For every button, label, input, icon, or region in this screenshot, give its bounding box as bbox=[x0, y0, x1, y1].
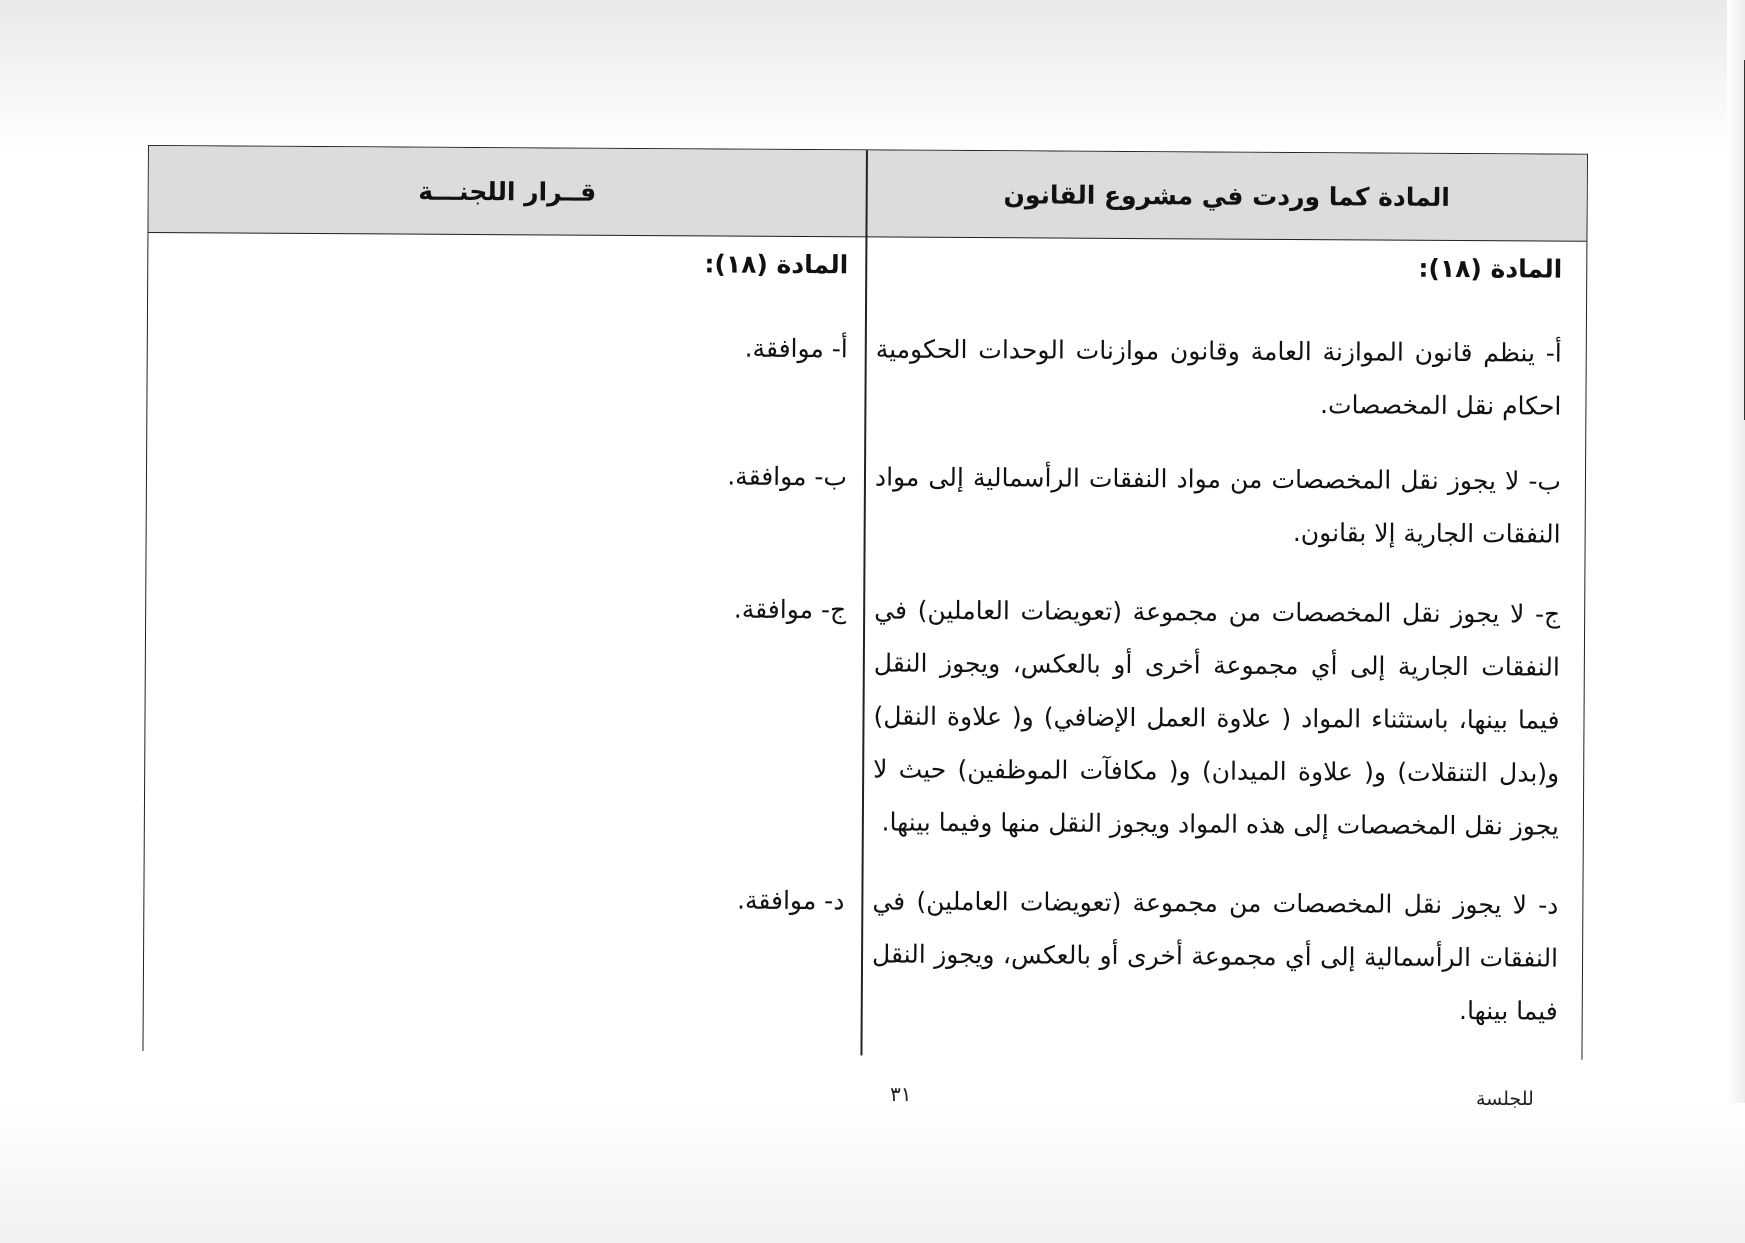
scan-shading-right bbox=[1727, 0, 1745, 1243]
decision-b-text: ب- موافقة. bbox=[727, 461, 848, 492]
decision-article-title: المادة (١٨): bbox=[704, 249, 849, 280]
scan-shading-top bbox=[0, 0, 1745, 150]
clause-c-text: ج- لا يجوز نقل المخصصات من مجموعة (تعويضات العاملين) في النفقات الجارية إلى أي مجموعة أخرى أو بالعكس، ويجوز النقل فيما بينها، باستثناء المواد ( علاوة العمل الإضافي) و( علاوة النقل) و(بدل التنقلات) و( علاوة الميدان) و( مكافآت الموظفين) حيث لا يجوز نقل المخصصات إلى هذه المواد ويجوز النقل منها وفيما بينها. bbox=[873, 595, 1561, 841]
decision-d bbox=[154, 870, 844, 927]
column-divider bbox=[860, 150, 867, 1055]
header-committee-decision: قــرار اللجنـــة bbox=[418, 176, 597, 207]
decision-a bbox=[158, 318, 848, 375]
decision-b bbox=[157, 446, 847, 503]
article-title: المادة (١٨): bbox=[1418, 253, 1563, 284]
page-number: ٣١ bbox=[890, 1082, 912, 1106]
decision-c bbox=[156, 579, 846, 636]
header-law-article: المادة كما وردت في مشروع القانون bbox=[1003, 179, 1450, 212]
comparison-table bbox=[142, 145, 1588, 1060]
clause-b-text: ب- لا يجوز نقل المخصصات من مواد النفقات الرأسمالية إلى مواد النفقات الجارية إلا بقانون. bbox=[874, 462, 1562, 549]
clause-b bbox=[875, 450, 1562, 560]
decision-c-text: ج- موافقة. bbox=[733, 594, 847, 625]
session-label: للجلسة bbox=[1476, 1088, 1534, 1110]
clause-a bbox=[875, 322, 1562, 432]
decision-d-text: د- موافقة. bbox=[736, 885, 845, 916]
left-article-title bbox=[158, 234, 848, 291]
clause-d-text: د- لا يجوز نقل المخصصات من مجموعة (تعويضات العاملين) في النفقات الرأسمالية إلى أي مجموعة أخرى أو بالعكس، ويجوز النقل فيما بينها. bbox=[871, 886, 1559, 1026]
clause-d bbox=[872, 874, 1559, 1037]
right-article-title bbox=[876, 238, 1562, 295]
clause-a-text: أ- ينظم قانون الموازنة العامة وقانون موازنات الوحدات الحكومية احكام نقل المخصصات. bbox=[875, 334, 1562, 421]
clause-c bbox=[873, 583, 1561, 852]
scan-shading-bottom bbox=[0, 1103, 1745, 1243]
decision-a-text: أ- موافقة. bbox=[744, 333, 848, 364]
